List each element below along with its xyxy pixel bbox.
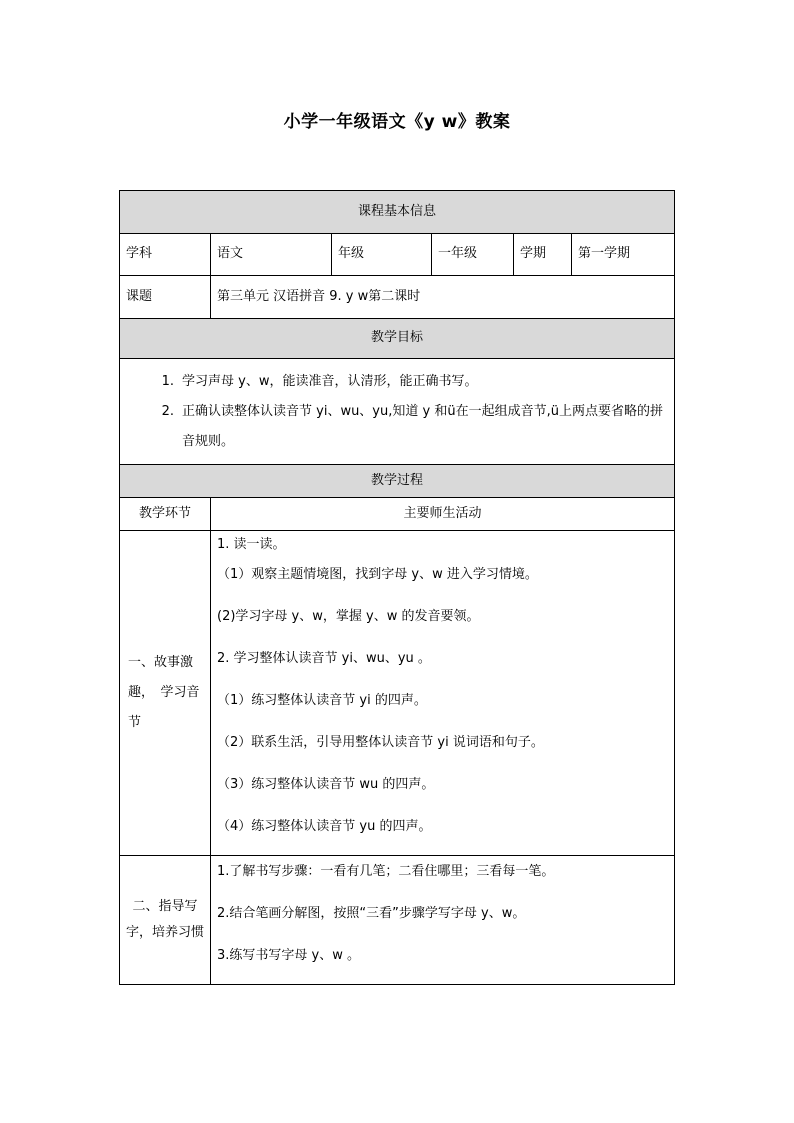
activity-line: 1. 读一读。 <box>217 537 286 552</box>
activity-line: 2. 学习整体认读音节 yi、wu、yu 。 <box>217 651 431 666</box>
grade-value: 一年级 <box>432 234 514 276</box>
activity-line: （1）观察主题情境图，找到字母 y、w 进入学习情境。 <box>217 567 538 582</box>
stage-activities <box>211 856 675 985</box>
activity-column-header: 主要师生活动 <box>211 498 675 531</box>
stage-row <box>120 531 675 856</box>
objectives-list <box>120 359 675 465</box>
basic-info-row <box>120 234 675 276</box>
objective-text: 正确认读整体认读音节 yi、wu、yu,知道 y 和ü在一起组成音节,ü上两点要省略的拼音规则。 <box>182 403 663 449</box>
activity-line: （4）练习整体认读音节 yu 的四声。 <box>217 819 432 834</box>
basic-info-header: 课程基本信息 <box>120 191 675 234</box>
lesson-plan-table <box>119 190 675 985</box>
activity-line: 1.了解书写步骤：一看有几笔；二看住哪里；三看每一笔。 <box>217 864 555 879</box>
topic-row <box>120 276 675 319</box>
stage-activities <box>211 531 675 856</box>
grade-label: 年级 <box>332 234 432 276</box>
objectives-row <box>120 359 675 465</box>
term-value: 第一学期 <box>572 234 675 276</box>
stage-row <box>120 856 675 985</box>
objective-item <box>150 367 668 397</box>
objectives-header: 教学目标 <box>120 319 675 359</box>
page-title: 小学一年级语文《y w》教案 <box>283 112 511 132</box>
activity-line: (2)学习字母 y、w，掌握 y、w 的发音要领。 <box>217 609 480 624</box>
stage-name: 一、故事激趣， 学习音节 <box>120 531 211 856</box>
activity-line: （1）练习整体认读音节 yi 的四声。 <box>217 693 427 708</box>
topic-label: 课题 <box>120 276 211 319</box>
term-label: 学期 <box>514 234 572 276</box>
subject-label: 学科 <box>120 234 211 276</box>
process-header: 教学过程 <box>120 465 675 498</box>
objectives-header-row <box>120 319 675 359</box>
process-columns-row <box>120 498 675 531</box>
activity-line: （3）练习整体认读音节 wu 的四声。 <box>217 777 435 792</box>
objective-number: 2. <box>161 403 174 419</box>
subject-value: 语文 <box>211 234 332 276</box>
topic-value: 第三单元 汉语拼音 9. y w第二课时 <box>211 276 675 319</box>
activity-line: （2）联系生活，引导用整体认读音节 yi 说词语和句子。 <box>217 735 544 750</box>
basic-info-header-row <box>120 191 675 234</box>
activity-line: 2.结合笔画分解图，按照“三看”步骤学写字母 y、w。 <box>217 906 526 921</box>
process-header-row <box>120 465 675 498</box>
objective-number: 1. <box>161 373 174 389</box>
objective-text: 学习声母 y、w，能读准音，认清形，能正确书写。 <box>182 373 478 389</box>
stage-column-header: 教学环节 <box>120 498 211 531</box>
stage-name: 二、指导写字，培养习惯 <box>120 856 211 985</box>
activity-line: 3.练写书写字母 y、w 。 <box>217 948 360 963</box>
objective-item <box>150 397 668 457</box>
